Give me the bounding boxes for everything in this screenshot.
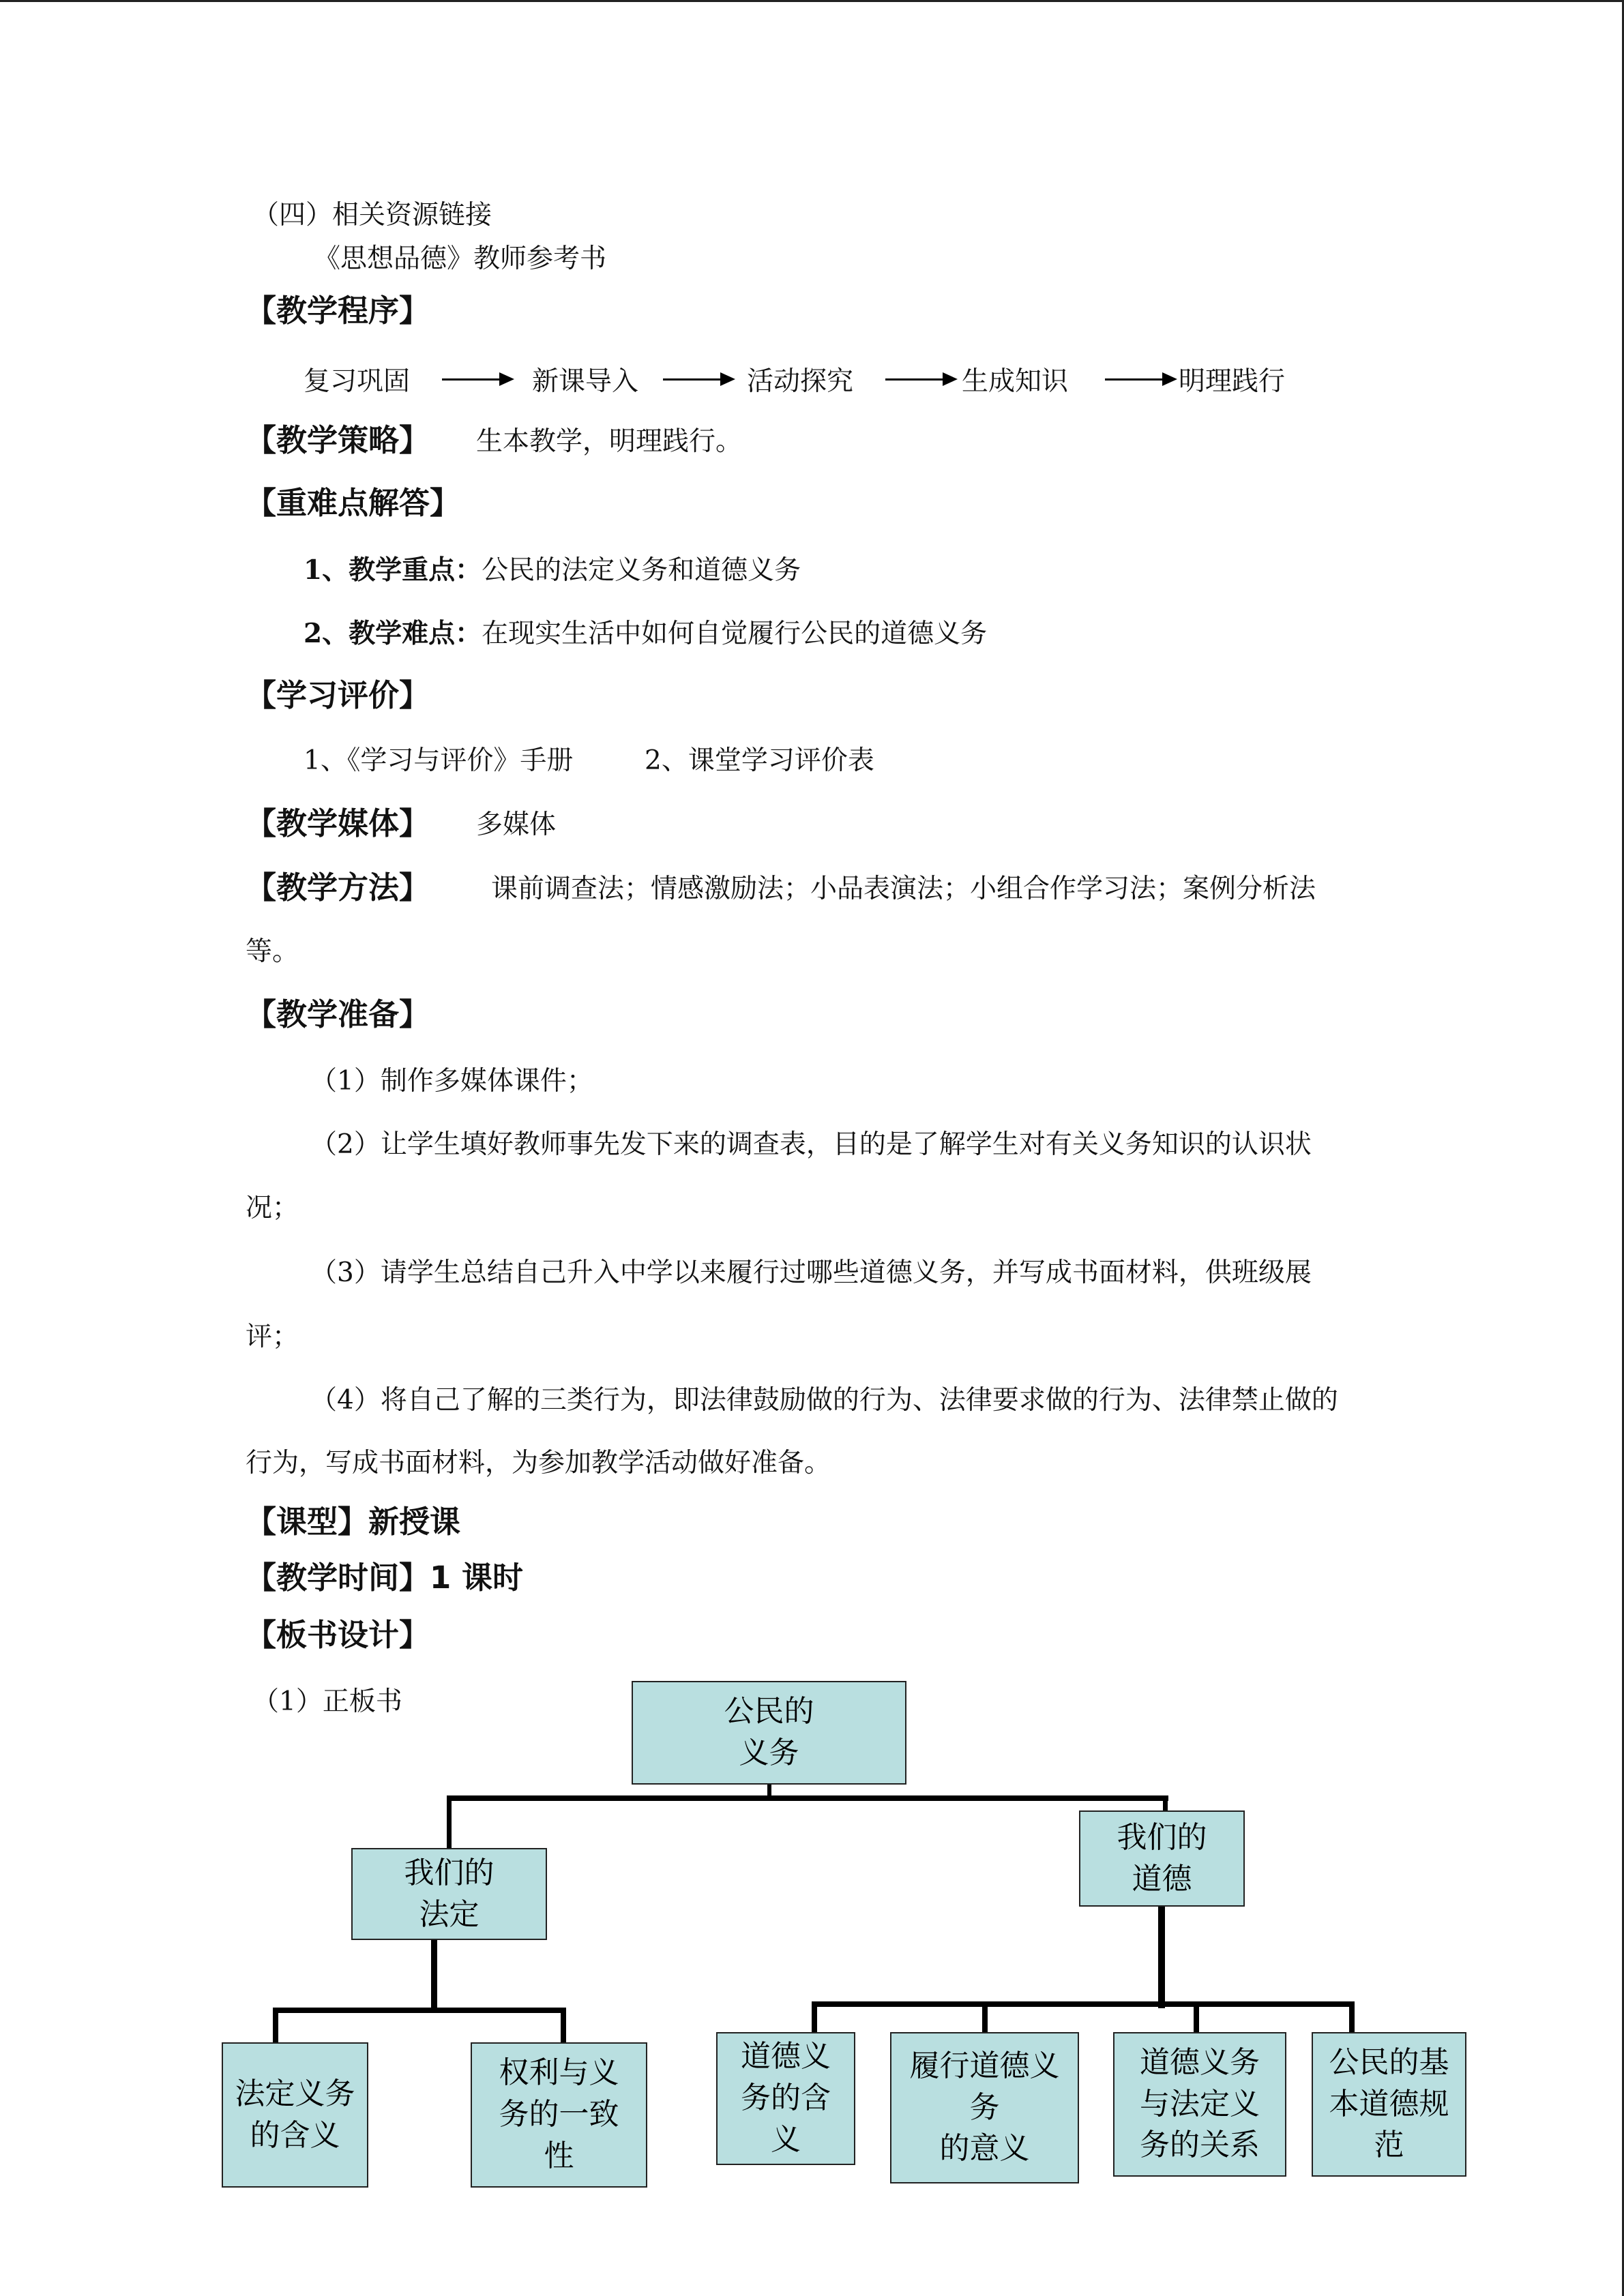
connector-right-child-1 <box>812 2001 817 2034</box>
box-text: 性 <box>544 2138 574 2173</box>
page-top-border <box>0 0 1624 2</box>
lesson-type <box>246 1503 460 1541</box>
box-text: 义 <box>771 2121 801 2157</box>
box-text: 本道德规 <box>1329 2086 1449 2121</box>
right-line-1: 我们的 <box>1117 1819 1207 1855</box>
media-heading: 【教学媒体】 <box>246 805 430 841</box>
diagram-box-relationship <box>1113 2032 1286 2177</box>
media-text: 多媒体 <box>476 809 557 840</box>
lesson-type-heading: 【课型】 <box>246 1504 369 1540</box>
connector-to-left <box>447 1795 452 1850</box>
preparation-p4: （4）将自己了解的三类行为，即法律鼓励做的行为、法律要求做的行为、法律禁止做的 <box>310 1385 1338 1416</box>
connector-right-child-3 <box>1194 2001 1199 2034</box>
methods-text-cont: 等。 <box>246 936 299 967</box>
left-line-2: 法定 <box>419 1896 479 1932</box>
keypoint-2-label: 2、教学难点： <box>304 618 482 649</box>
connector-left-down <box>431 1938 437 2012</box>
flow-step-4: 生成知识 <box>962 366 1069 397</box>
diagram-root-box <box>632 1681 906 1785</box>
diagram-legal-box <box>351 1848 547 1940</box>
box-text: 务的含 <box>741 2081 831 2116</box>
lesson-time <box>246 1559 523 1597</box>
evaluation-text-2: 2、课堂学习评价表 <box>645 745 874 776</box>
box-text: 与法定义 <box>1140 2086 1260 2121</box>
evaluation-heading: 【学习评价】 <box>246 677 430 713</box>
connector-right-bar <box>812 2001 1355 2007</box>
methods-text: 课前调查法；情感激励法；小品表演法；小组合作学习法；案例分析法 <box>491 874 1316 904</box>
connector-right-down <box>1158 1905 1165 2008</box>
connector-left-bar <box>273 2008 566 2013</box>
diagram-moral-box <box>1079 1810 1245 1907</box>
right-line-2: 道德 <box>1132 1861 1192 1896</box>
resources-heading: （四）相关资源链接 <box>252 200 492 230</box>
diagram-box-rights-duties <box>471 2042 647 2188</box>
preparation-heading: 【教学准备】 <box>246 996 430 1032</box>
flow-step-1: 复习巩固 <box>304 366 411 397</box>
keypoint-1-label: 1、教学重点： <box>304 554 482 586</box>
strategy-heading: 【教学策略】 <box>246 422 430 458</box>
connector-left-child-2 <box>561 2008 566 2043</box>
evaluation-text-1: 1、《学习与评价》手册 <box>304 745 574 776</box>
box-text: 道德义 <box>741 2039 831 2074</box>
flow-step-2: 新课导入 <box>532 366 639 397</box>
box-text: 权利与义 <box>499 2055 619 2091</box>
box-text: 履行道德义 <box>909 2048 1060 2083</box>
preparation-p2-cont: 况； <box>246 1193 299 1223</box>
flow-step-3: 活动探究 <box>747 366 854 397</box>
box-text: 公民的基 <box>1329 2044 1449 2080</box>
lesson-type-text: 新授课 <box>368 1504 461 1540</box>
keypoint-2 <box>304 617 987 651</box>
connector-top-bar <box>447 1795 1168 1801</box>
keypoints-heading: 【重难点解答】 <box>246 485 461 521</box>
board-heading: 【板书设计】 <box>246 1617 430 1653</box>
diagram-box-basic-norms <box>1312 2032 1466 2177</box>
preparation-p3: （3）请学生总结自己升入中学以来履行过哪些道德义务，并写成书面材料，供班级展 <box>310 1257 1312 1288</box>
preparation-p4-cont: 行为，写成书面材料，为参加教学活动做好准备。 <box>246 1448 831 1478</box>
box-text: 的含义 <box>250 2117 340 2153</box>
methods-heading: 【教学方法】 <box>246 869 430 906</box>
procedure-heading: 【教学程序】 <box>246 293 430 329</box>
keypoint-1-text: 公民的法定义务和道德义务 <box>482 555 801 586</box>
box-text: 的意义 <box>939 2131 1030 2166</box>
connector-left-child-1 <box>273 2008 278 2043</box>
preparation-p3-cont: 评； <box>246 1322 299 1352</box>
resources-book: 《思想品德》教师参考书 <box>314 243 607 274</box>
box-text: 务 <box>969 2089 1000 2125</box>
box-text: 道德义务 <box>1140 2044 1260 2080</box>
flow-step-5: 明理践行 <box>1179 366 1286 397</box>
board-subheading: （1）正板书 <box>252 1686 402 1717</box>
connector-right-child-2 <box>982 2001 988 2034</box>
diagram-box-significance <box>890 2032 1079 2183</box>
preparation-p2: （2）让学生填好教师事先发下来的调查表，目的是了解学生对有关义务知识的认识状 <box>310 1129 1312 1160</box>
box-text: 务的一致 <box>499 2097 619 2132</box>
root-line-1: 公民的 <box>724 1694 814 1729</box>
lesson-time-heading: 【教学时间】 <box>246 1560 430 1596</box>
connector-right-child-4 <box>1349 2001 1355 2034</box>
diagram-box-moral-meaning <box>716 2032 855 2165</box>
root-line-2: 义务 <box>739 1735 799 1770</box>
strategy-text: 生本教学，明理践行。 <box>476 426 743 457</box>
box-text: 务的关系 <box>1140 2128 1260 2163</box>
left-line-1: 我们的 <box>404 1855 494 1890</box>
preparation-p1: （1）制作多媒体课件； <box>310 1066 593 1097</box>
box-text: 范 <box>1374 2128 1404 2163</box>
box-text: 法定义务 <box>235 2076 355 2111</box>
diagram-box-legal-meaning <box>222 2042 368 2188</box>
keypoint-1 <box>304 554 801 588</box>
flow-arrow-1 <box>442 378 510 381</box>
flow-arrow-4 <box>1105 378 1173 381</box>
flow-arrow-2 <box>663 378 731 381</box>
lesson-time-text: 1 课时 <box>430 1560 523 1596</box>
flow-arrow-3 <box>885 378 954 381</box>
keypoint-2-text: 在现实生活中如何自觉履行公民的道德义务 <box>482 618 988 649</box>
